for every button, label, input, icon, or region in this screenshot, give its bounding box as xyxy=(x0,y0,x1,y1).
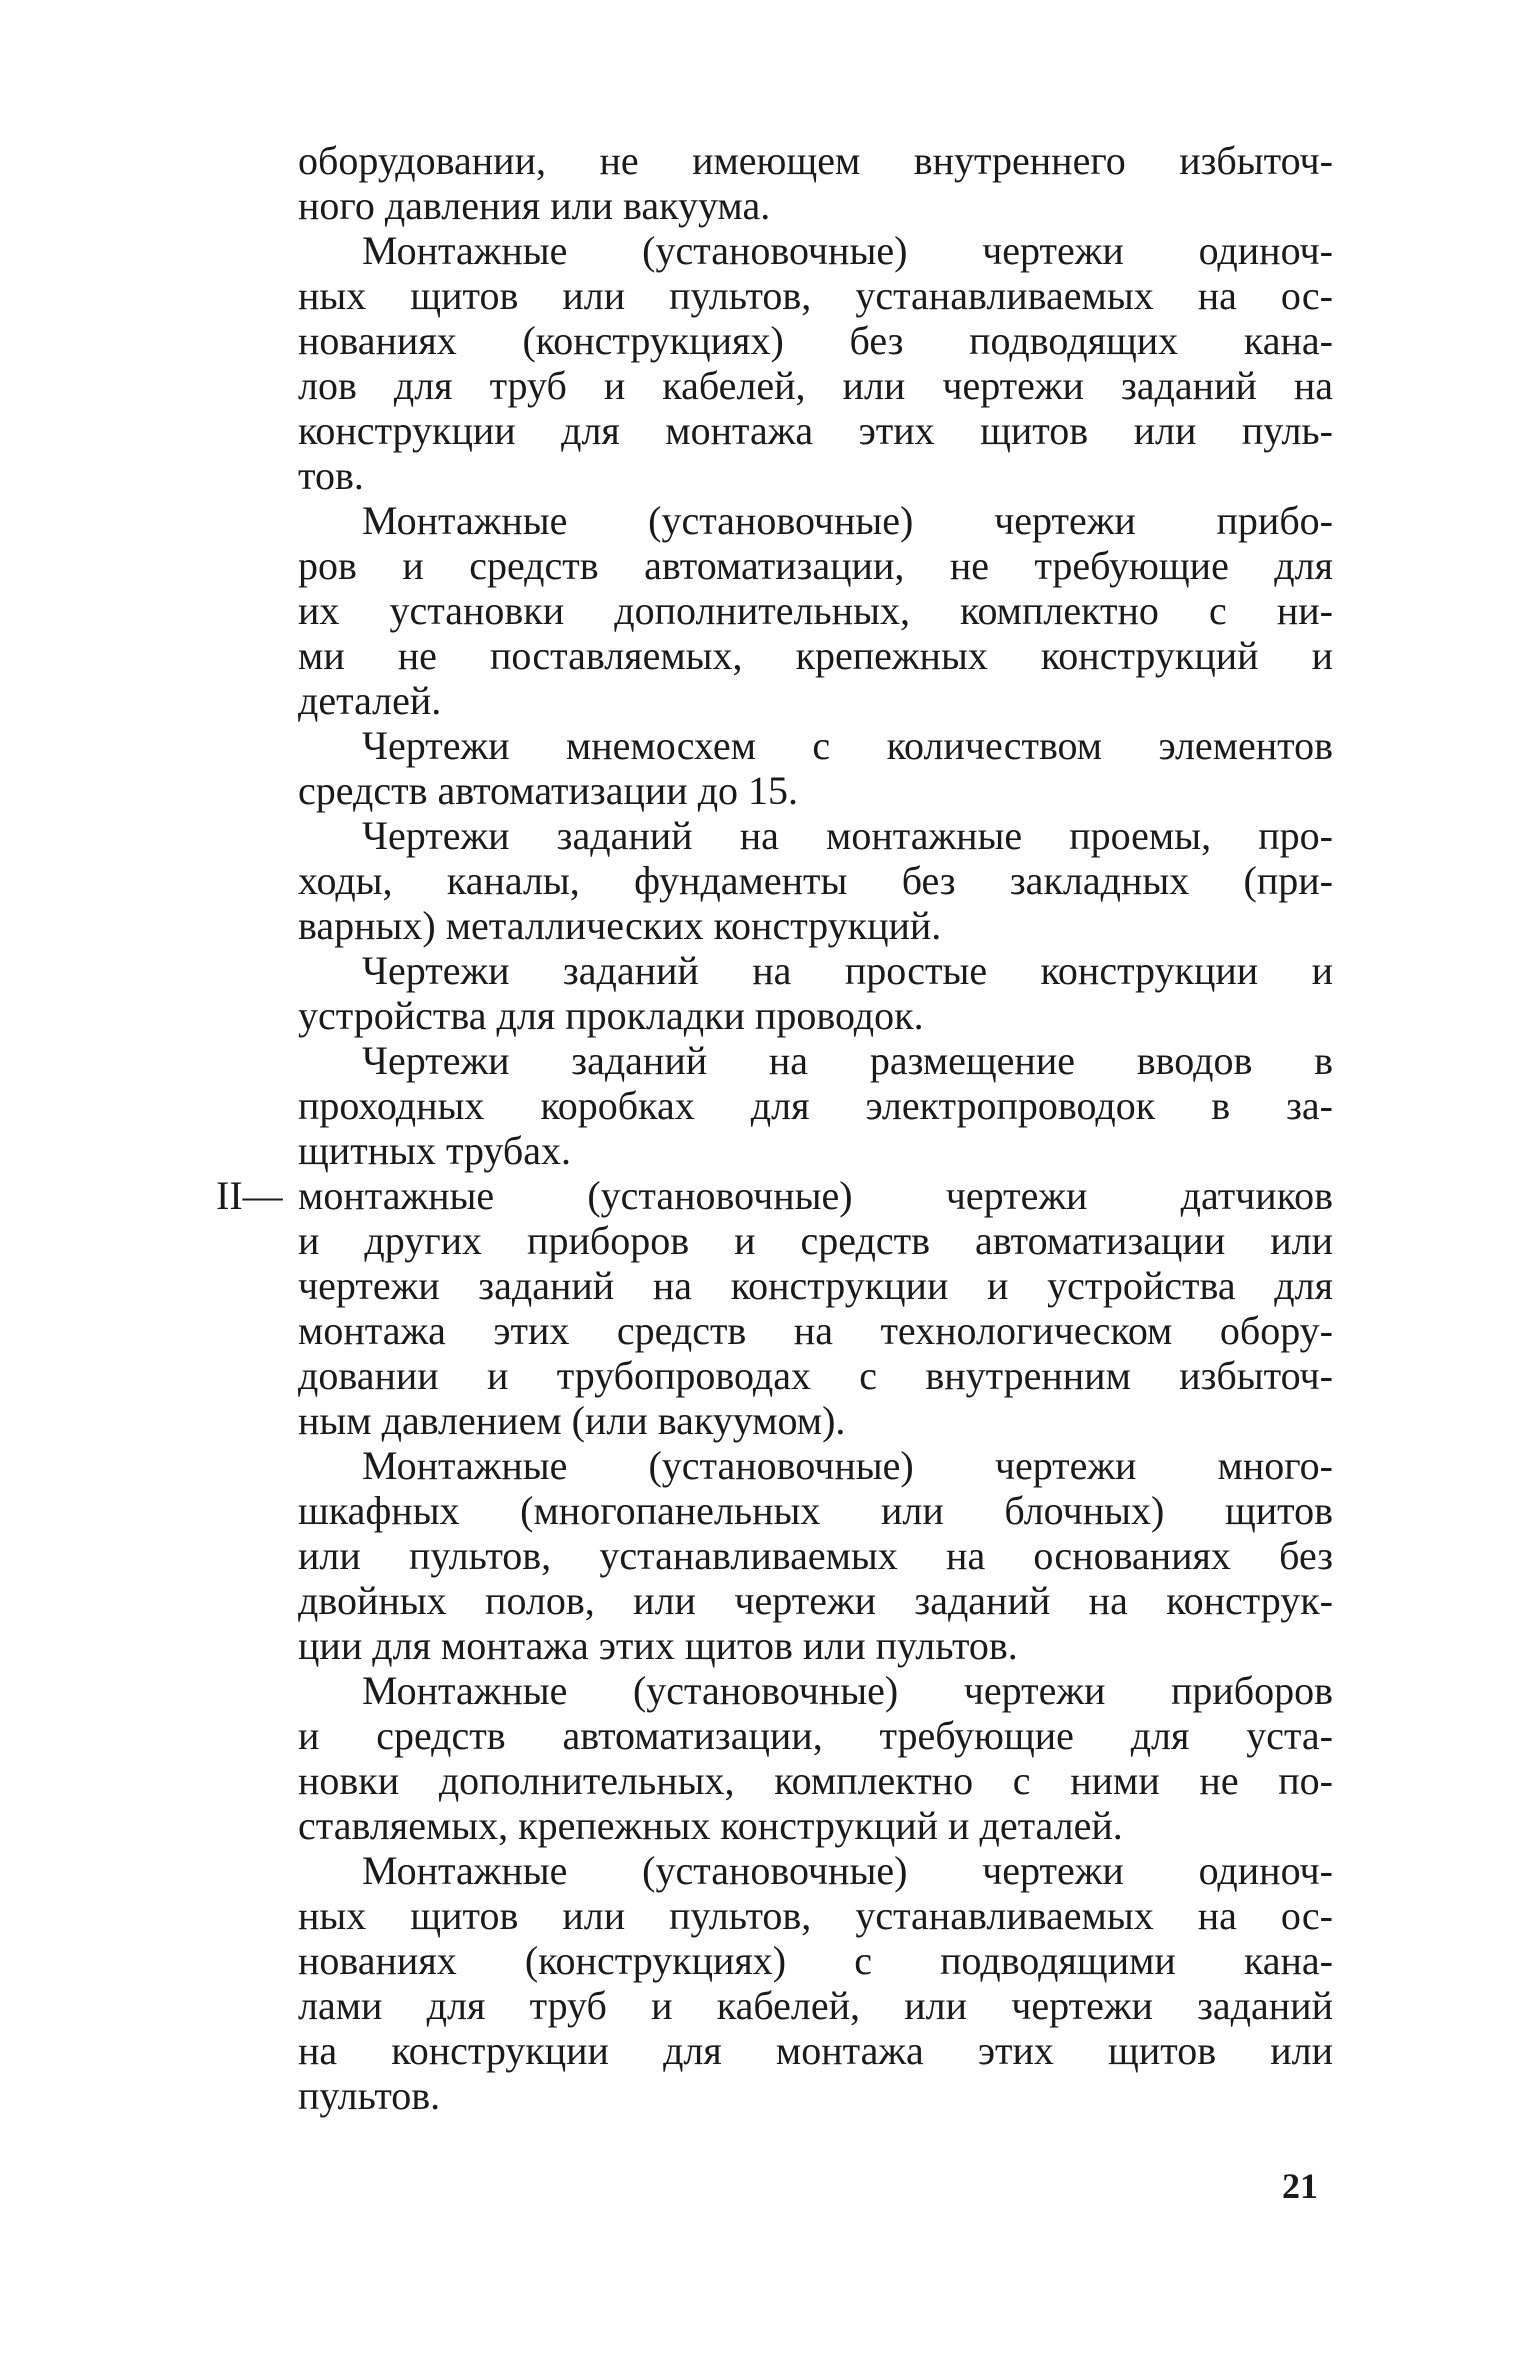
paragraph xyxy=(298,498,1333,723)
text-line: проходных коробках для электропроводок в за- xyxy=(298,1083,1333,1128)
paragraph xyxy=(298,1038,1333,1173)
text-line: устройства для прокладки проводок. xyxy=(298,993,924,1038)
text-line: Чертежи мнемосхем с количеством элементов xyxy=(362,723,1333,768)
text-line: и средств автоматизации, требующие для уста- xyxy=(298,1713,1333,1758)
text-line: лов для труб и кабелей, или чертежи заданий на xyxy=(298,363,1333,408)
text-line: варных) металлических конструкций. xyxy=(298,903,942,948)
text-line: монтажные (установочные) чертежи датчиков xyxy=(298,1173,1333,1218)
text-line: на конструкции для монтажа этих щитов или xyxy=(298,2028,1333,2073)
text-line: пультов. xyxy=(298,2073,441,2118)
category-marker: II— xyxy=(216,1173,283,1218)
text-line: Монтажные (установочные) чертежи приборов xyxy=(362,1668,1333,1713)
paragraph xyxy=(298,228,1333,498)
text-line: Монтажные (установочные) чертежи прибо- xyxy=(362,498,1333,543)
text-line: ных щитов или пультов, устанавливаемых на ос- xyxy=(298,273,1333,318)
text-line: средств автоматизации до 15. xyxy=(298,768,799,813)
paragraph xyxy=(298,948,1333,1038)
text-line: нованиях (конструкциях) с подводящими кана- xyxy=(298,1938,1333,1983)
text-line: Чертежи заданий на монтажные проемы, про- xyxy=(362,813,1333,858)
text-line: оборудовании, не имеющем внутреннего избыточ- xyxy=(298,138,1333,183)
paragraph xyxy=(298,723,1333,813)
text-line: и других приборов и средств автоматизации или xyxy=(298,1218,1333,1263)
text-line: ров и средств автоматизации, не требующие для xyxy=(298,543,1333,588)
text-line: ных щитов или пультов, устанавливаемых на ос- xyxy=(298,1893,1333,1938)
text-line: ным давлением (или вакуумом). xyxy=(298,1398,846,1443)
text-line: конструкции для монтажа этих щитов или пуль- xyxy=(298,408,1333,453)
text-line: Чертежи заданий на размещение вводов в xyxy=(362,1038,1333,1083)
text-line: или пультов, устанавливаемых на основаниях без xyxy=(298,1533,1333,1578)
paragraph xyxy=(298,138,1333,228)
page-body xyxy=(216,138,1333,2118)
text-line: ми не поставляемых, крепежных конструкций и xyxy=(298,633,1333,678)
text-line: нованиях (конструкциях) без подводящих кана- xyxy=(298,318,1333,363)
text-line: Монтажные (установочные) чертежи много- xyxy=(362,1443,1333,1488)
text-line: их установки дополнительных, комплектно с ни- xyxy=(298,588,1333,633)
paragraph xyxy=(298,1668,1333,1848)
numbered-paragraph xyxy=(216,1173,1333,1443)
paragraph xyxy=(298,1848,1333,2118)
text-line: новки дополнительных, комплектно с ними не по- xyxy=(298,1758,1333,1803)
text-line: деталей. xyxy=(298,678,442,723)
text-line: лами для труб и кабелей, или чертежи заданий xyxy=(298,1983,1333,2028)
text-line: тов. xyxy=(298,453,364,498)
text-line: монтажа этих средств на технологическом обору- xyxy=(298,1308,1333,1353)
text-line: Монтажные (установочные) чертежи одиноч- xyxy=(362,228,1333,273)
text-line: ходы, каналы, фундаменты без закладных (при- xyxy=(298,858,1333,903)
text-line: ции для монтажа этих щитов или пультов. xyxy=(298,1623,1018,1668)
text-line: ставляемых, крепежных конструкций и деталей. xyxy=(298,1803,1123,1848)
text-line: Монтажные (установочные) чертежи одиноч- xyxy=(362,1848,1333,1893)
text-line: довании и трубопроводах с внутренним избыточ- xyxy=(298,1353,1333,1398)
text-line: ного давления или вакуума. xyxy=(298,183,771,228)
text-line: Чертежи заданий на простые конструкции и xyxy=(362,948,1333,993)
paragraph xyxy=(298,813,1333,948)
text-line: щитных трубах. xyxy=(298,1128,571,1173)
page-number: 21 xyxy=(1282,2166,1318,2206)
text-line: двойных полов, или чертежи заданий на конструк- xyxy=(298,1578,1333,1623)
paragraph xyxy=(298,1443,1333,1668)
text-line: шкафных (многопанельных или блочных) щитов xyxy=(298,1488,1333,1533)
text-line: чертежи заданий на конструкции и устройства для xyxy=(298,1263,1333,1308)
